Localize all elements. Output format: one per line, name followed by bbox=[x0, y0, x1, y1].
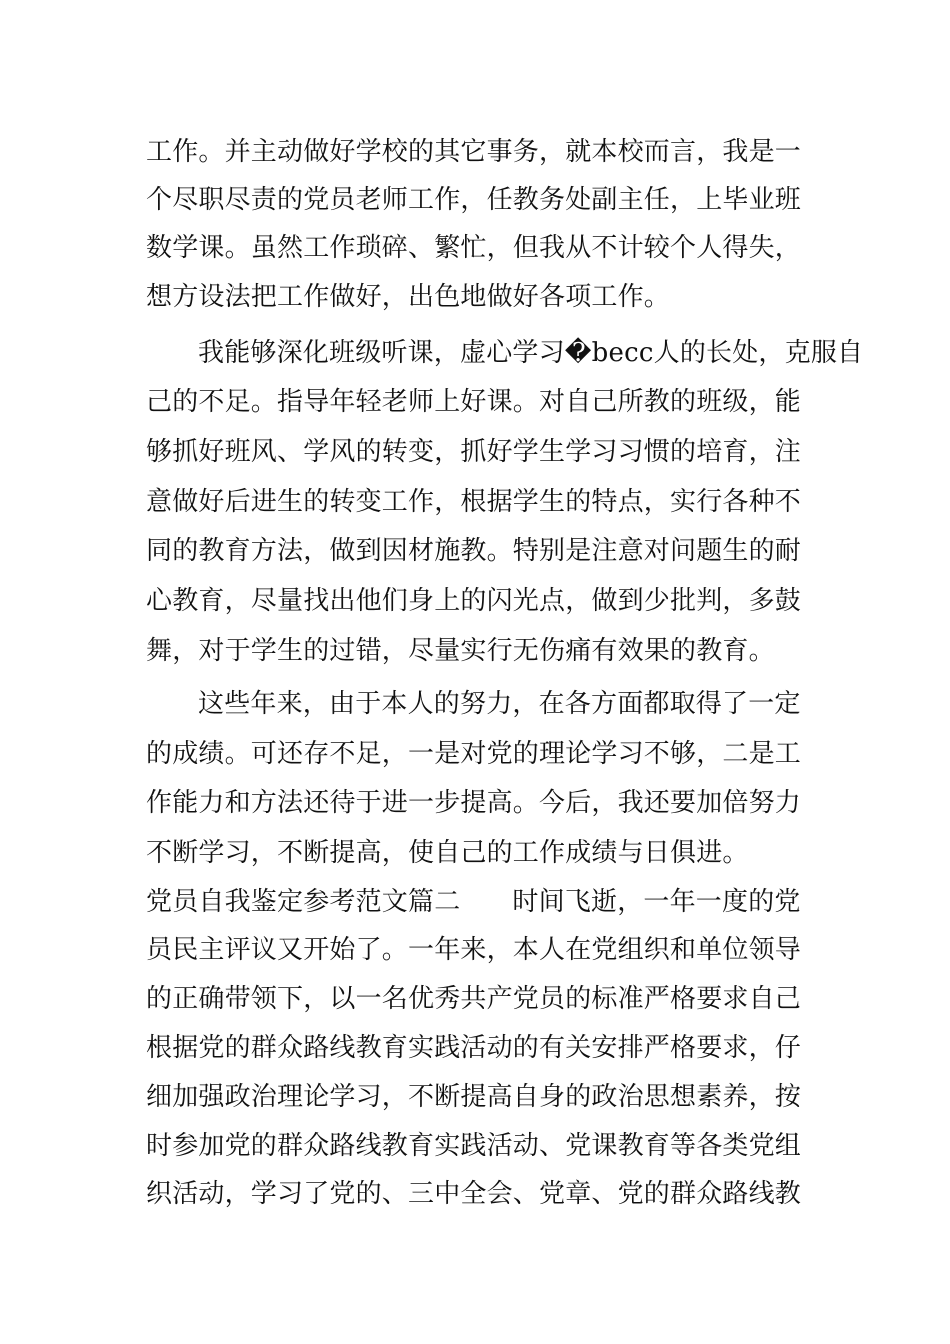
text-line-7: 够抓好班风、学风的转变，抓好学生学习习惯的培育，注 bbox=[146, 437, 802, 467]
text-line-14: 作能力和方法还待于进一步提高。今后，我还要加倍努力 bbox=[146, 788, 802, 818]
text-line-8: 意做好后进生的转变工作，根据学生的特点，实行各种不 bbox=[146, 487, 802, 517]
text-line-15: 不断学习，不断提高，使自己的工作成绩与日俱进。 bbox=[146, 838, 749, 868]
text-line-20: 时参加党的群众路线教育实践活动、党课教育等各类党组 bbox=[146, 1131, 802, 1161]
text-line-19: 细加强政治理论学习，不断提高自身的政治思想素养，按 bbox=[146, 1082, 802, 1112]
section-first-text: 时间飞逝，一年一度的党 bbox=[512, 887, 801, 917]
text-line-4: 想方设法把工作做好，出色地做好各项工作。 bbox=[146, 282, 671, 312]
text-line-10: 心教育，尽量找出他们身上的闪光点，做到少批判，多鼓 bbox=[146, 586, 802, 616]
text-line-21: 织活动，学习了党的、三中全会、党章、党的群众路线教 bbox=[146, 1179, 802, 1209]
text-line-11: 舞，对于学生的过错，尽量实行无伤痛有效果的教育。 bbox=[146, 636, 775, 666]
text-line-2: 个尽职尽责的党员老师工作，任教务处副主任，上毕业班 bbox=[146, 185, 802, 215]
text-line-5: 我能够深化班级听课，虚心学习�becc人的长处，克服自 bbox=[198, 338, 864, 368]
text-line-17: 的正确带领下，以一名优秀共产党员的标准严格要求自己 bbox=[146, 984, 802, 1014]
text-line-16: 员民主评议又开始了。一年来，本人在党组织和单位领导 bbox=[146, 935, 802, 965]
text-line-1: 工作。并主动做好学校的其它事务，就本校而言，我是一 bbox=[146, 137, 802, 167]
text-line-3: 数学课。虽然工作琐碎、繁忙，但我从不计较个人得失， bbox=[146, 233, 802, 263]
text-line-18: 根据党的群众路线教育实践活动的有关安排严格要求，仔 bbox=[146, 1033, 802, 1063]
text-line-13: 的成绩。可还存不足，一是对党的理论学习不够，二是工 bbox=[146, 739, 802, 769]
text-line-12: 这些年来，由于本人的努力，在各方面都取得了一定 bbox=[198, 689, 801, 719]
section-title: 党员自我鉴定参考范文篇二 bbox=[146, 887, 461, 917]
text-line-6: 己的不足。指导年轻老师上好课。对自己所教的班级，能 bbox=[146, 387, 802, 417]
text-line-9: 同的教育方法，做到因材施教。特别是注意对问题生的耐 bbox=[146, 536, 802, 566]
section-heading-line bbox=[146, 882, 806, 922]
